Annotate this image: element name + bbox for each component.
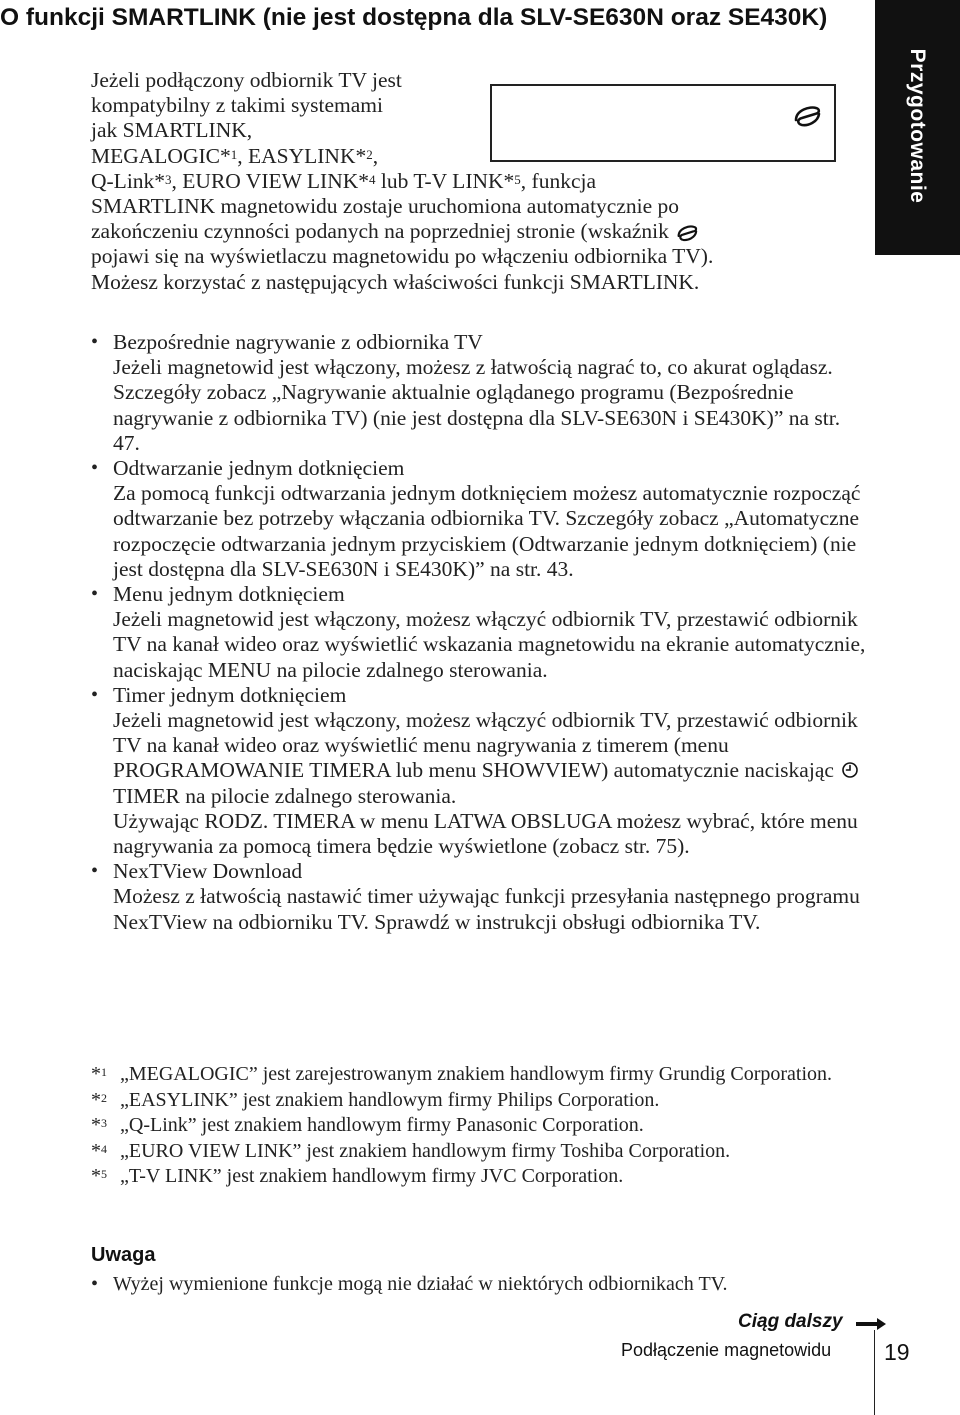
item-text: Możesz z łatwością nastawić timer używając funkcji przesyłania następnego programu NexTView na odbiorniku TV. Sprawdź w instrukcji obsługi odbiornika TV. [113, 884, 860, 934]
intro-line: pojawi się na wyświetlaczu magnetowidu po włączeniu odbiornika TV). [91, 244, 714, 269]
item-title: Timer jednym dotknięciem [113, 682, 347, 707]
bullet-dot: • [91, 583, 99, 606]
smartlink-icon [674, 222, 700, 244]
page-divider [874, 1330, 875, 1415]
list-item [91, 330, 871, 456]
timer-icon [841, 761, 859, 779]
page-number: 19 [884, 1339, 910, 1365]
item-title: Odtwarzanie jednym dotknięciem [113, 456, 405, 481]
footer-section-title: Podłączenie magnetowidu [621, 1340, 832, 1360]
item-text: Używając RODZ. TIMERA w menu LATWA OBSLUGA możesz wybrać, które menu nagrywania za pomocą timera będzie wyświetlone (zobacz str. 75). [113, 808, 858, 859]
list-item [91, 1272, 871, 1297]
intro-line: Jeżeli podłączony odbiornik TV jest [91, 68, 402, 92]
continued-arrow-icon [856, 1318, 886, 1330]
list-item [91, 582, 871, 683]
item-title: NexTView Download [113, 859, 303, 884]
bullet-dot: • [91, 1273, 99, 1295]
intro-line: kompatybilny z takimi systemami [91, 93, 384, 118]
intro-line: MEGALOGIC*$^1$, EASYLINK*$^2$, [91, 143, 379, 168]
section-tab-label: Przygotowanie [906, 48, 929, 204]
item-text: Jeżeli magnetowid jest włączony, możesz z łatwością nagrać to, co akurat oglądasz. Szczegóły zobacz „Nagrywanie aktualnie oglądanego programu (Bezpośrednie nagrywanie z odbiornika TV) (nie jest dostępna dla SLV-SE630N i SE430K)” na str. 47. [113, 355, 841, 455]
note-text: Wyżej wymienione funkcje mogą nie działać w niektórych odbiornikach TV. [113, 1273, 728, 1295]
continued-label: Ciąg dalszy [738, 1311, 843, 1332]
list-item [91, 456, 871, 582]
item-text: Za pomocą funkcji odtwarzania jednym dotknięciem możesz automatycznie rozpocząć odtwarzanie bez potrzeby włączania odbiornika TV. Szczegóły zobacz „Automatyczne rozpoczęcie odtwarzania jednym przyciskiem (Odtwarzanie jednym dotknięciem) (nie jest dostępna dla SLV-SE630N i SE430K)” na str. 43. [113, 481, 861, 581]
intro-line: Możesz korzystać z następujących właściwości funkcji SMARTLINK. [91, 269, 700, 294]
footnote: *$^1$ „MEGALOGIC” jest zarejestrowanym znakiem handlowym firmy Grundig Corporation. [91, 1063, 833, 1085]
intro-line: SMARTLINK magnetowidu zostaje uruchomiona automatycznie po [91, 194, 680, 219]
intro-line: zakończeniu czynności podanych na poprzedniej stronie (wskaźnik [91, 219, 871, 244]
footnote: *$^2$ „EASYLINK” jest znakiem handlowym firmy Philips Corporation. [91, 1088, 660, 1111]
item-text: Jeżeli magnetowid jest włączony, możesz włączyć odbiornik TV, przestawić odbiornik TV na kanał wideo oraz wyświetlić wskazania magnetowidu na ekranie automatycznie, naciskając MENU na pilocie zdalnego sterowania. [113, 607, 866, 682]
list-item [91, 859, 871, 935]
intro-line: jak SMARTLINK, [91, 118, 253, 143]
feature-list [91, 330, 871, 935]
bullet-dot: • [91, 457, 99, 480]
item-title: Menu jednym dotknięciem [113, 582, 345, 607]
bullet-dot: • [91, 860, 99, 883]
note-title: Uwaga [91, 1244, 156, 1266]
list-item [91, 683, 871, 859]
footnotes [91, 1062, 871, 1190]
note-body [91, 1272, 871, 1297]
page-heading: O funkcji SMARTLINK (nie jest dostępna dla SLV-SE630N oraz SE430K) [0, 4, 828, 31]
bullet-dot: • [91, 331, 99, 353]
footnote: *$^4$ „EURO VIEW LINK” jest znakiem handlowym firmy Toshiba Corporation. [91, 1139, 731, 1162]
bullet-dot: • [91, 683, 99, 706]
footnote: *$^3$ „Q-Link” jest znakiem handlowym firmy Panasonic Corporation. [91, 1114, 644, 1136]
footnote: *$^5$ „T-V LINK” jest znakiem handlowym firmy JVC Corporation. [91, 1165, 624, 1187]
item-text: Jeżeli magnetowid jest włączony, możesz włączyć odbiornik TV, przestawić odbiornik TV na kanał wideo oraz wyświetlić menu nagrywania z timerem (menu PROGRAMOWANIE TIMERA lub menu SHOWVIEW) automatycznie naciskając TIMER na pilocie zdalnego sterowania. [113, 708, 858, 808]
item-title: Bezpośrednie nagrywanie z odbiornika TV [113, 330, 483, 354]
intro-paragraph [91, 68, 871, 295]
intro-line: Q-Link*$^3$, EURO VIEW LINK*$^4$ lub T-V LINK*$^5$, funkcja [91, 168, 596, 193]
